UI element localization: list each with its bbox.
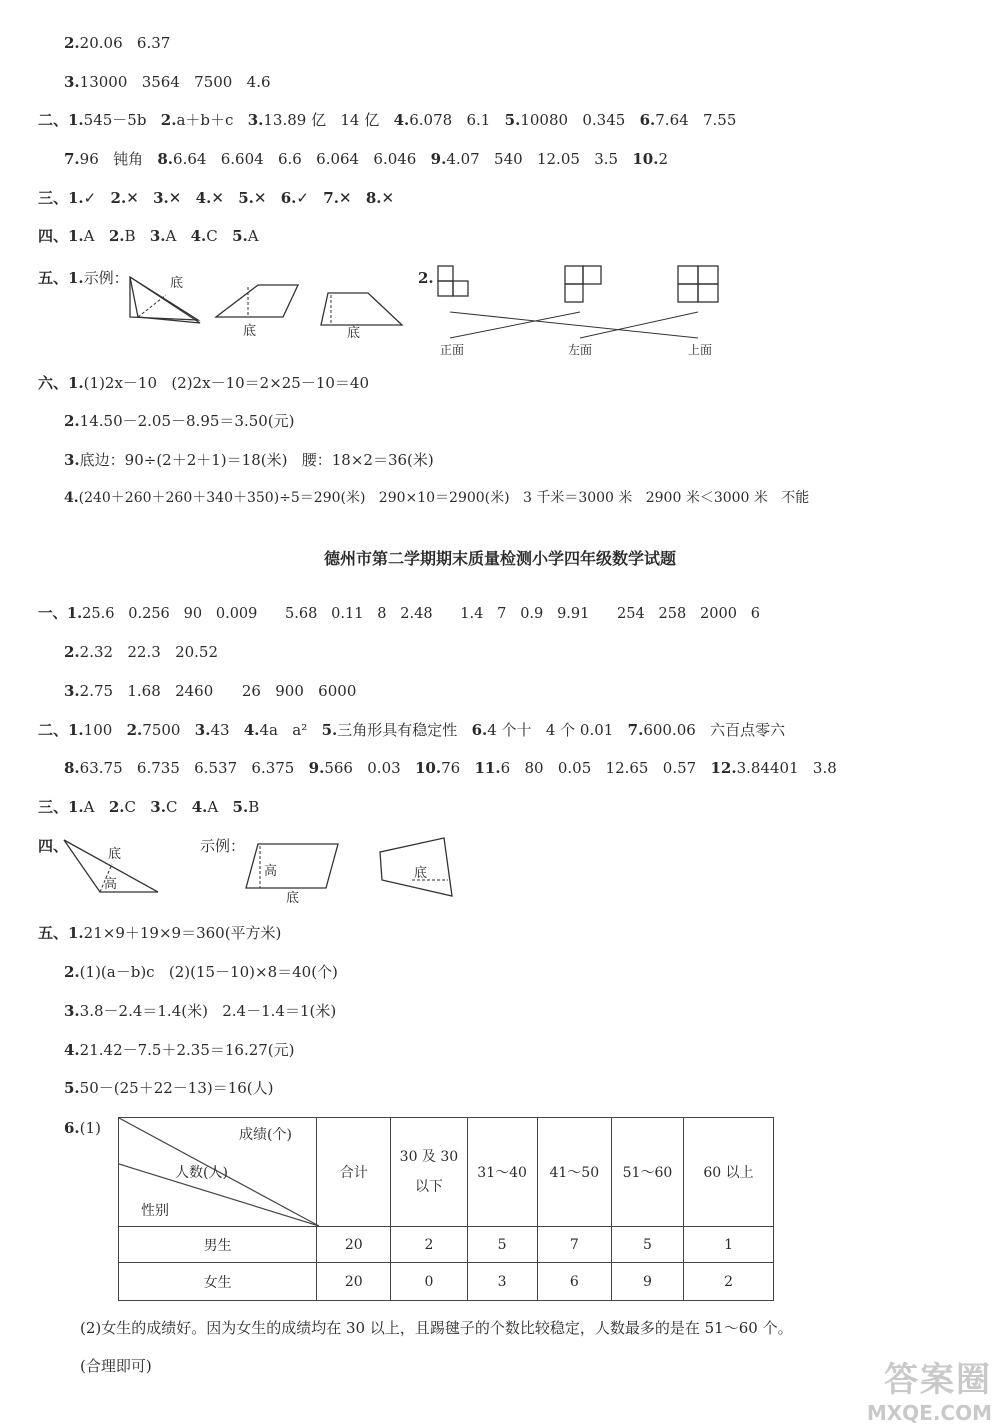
answer-line: 5.50－(25＋22－13)＝16(人) — [64, 1079, 274, 1097]
table-header: 合计 — [317, 1118, 391, 1227]
label-base: 底 — [108, 847, 122, 862]
height-figures — [60, 830, 460, 900]
diagonal-header-cell — [119, 1118, 317, 1227]
answer-line: 3.13000 3564 7500 4.6 — [64, 73, 271, 91]
table-cell: 1 — [684, 1227, 774, 1263]
answer-line: 3.2.75 1.68 2460 26 900 6000 — [64, 682, 357, 700]
table-cell: 0 — [391, 1263, 467, 1301]
table-cell: 5 — [467, 1227, 537, 1263]
answer-line: 8.63.75 6.735 6.537 6.375 9.566 0.03 10.76 11.6 80 0.05 12.65 0.57 12.3.84401 3.8 — [64, 759, 837, 777]
view-label-top: 上面 — [688, 343, 713, 357]
label-base: 底 — [414, 866, 428, 881]
label-base: 底 — [286, 891, 300, 906]
example-label: 示例： — [200, 837, 246, 855]
watermark-logo-text: 答案圈 — [884, 1360, 992, 1400]
table-cell: 6 — [537, 1263, 611, 1301]
row-label: 男生 — [119, 1227, 317, 1263]
diag-label-score: 成绩(个) — [239, 1127, 292, 1143]
table-header: 30 及 30 以下 — [391, 1118, 467, 1227]
answer-line: 2.2.32 22.3 20.52 — [64, 643, 219, 661]
answer-line: 2.14.50－2.05－8.95＝3.50(元) — [64, 412, 295, 430]
table-cell: 5 — [611, 1227, 683, 1263]
table-header: 41～50 — [537, 1118, 611, 1227]
answer-line: 3.底边：90÷(2＋2＋1)＝18(米) 腰：18×2＝36(米) — [64, 451, 434, 469]
answer-number: 四、 — [38, 837, 69, 855]
answer-line: (2)女生的成绩好。因为女生的成绩均在 30 以上，且踢毽子的个数比较稳定，人数最多的是在 51～60 个。 — [80, 1319, 793, 1337]
table-row — [119, 1263, 774, 1301]
answer-line: 四、1.A 2.B 3.A 4.C 5.A — [38, 227, 259, 245]
score-table — [118, 1117, 774, 1301]
label-base: 底 — [170, 276, 184, 291]
answer-line: 7.96 钝角 8.6.64 6.604 6.6 6.064 6.046 9.4.07 540 12.05 3.5 10.2 — [64, 150, 669, 168]
answer-line: 三、1.A 2.C 3.C 4.A 5.B — [38, 798, 260, 816]
watermark — [867, 1352, 992, 1425]
label-height: 高 — [104, 877, 118, 892]
watermark-url: MXQE.COM — [866, 1401, 992, 1425]
table-header: 60 以上 — [684, 1118, 774, 1227]
diag-label-count: 人数(人) — [175, 1165, 228, 1181]
answer-line: (合理即可) — [80, 1357, 152, 1375]
label-base: 底 — [347, 326, 361, 341]
answer-line: 五、1.21×9＋19×9＝360(平方米) — [38, 924, 282, 942]
view-label-front: 正面 — [440, 343, 465, 357]
answer-line: 三、1.✓ 2.✕ 3.✕ 4.✕ 5.✕ 6.✓ 7.✕ 8.✕ — [38, 189, 395, 207]
table-cell: 20 — [317, 1227, 391, 1263]
answer-line: 一、1.25.6 0.256 90 0.009 5.68 0.11 8 2.48 1.4 7 0.9 9.91 254 258 2000 6 — [38, 605, 760, 622]
label-base: 底 — [243, 324, 257, 339]
answer-line: 3.3.8－2.4＝1.4(米) 2.4－1.4＝1(米) — [64, 1002, 337, 1020]
label-height: 高 — [264, 864, 278, 879]
answer-line: 2.(1)(a－b)c (2)(15－10)×8＝40(个) — [64, 963, 338, 981]
table-cell: 20 — [317, 1263, 391, 1301]
answer-line: 二、1.100 2.7500 3.43 4.4a a² 5.三角形具有稳定性 6.4 个十 4 个 0.01 7.600.06 六百点零六 — [38, 721, 786, 739]
answer-line: 4.(240＋260＋260＋340＋350)÷5＝290(米) 290×10＝2900(米) 3 千米＝3000 米 2900 米＜3000 米 不能 — [64, 490, 810, 506]
geometry-figures — [118, 255, 418, 345]
table-row — [119, 1227, 774, 1263]
table-cell: 3 — [467, 1263, 537, 1301]
view-label-left: 左面 — [568, 343, 593, 357]
table-cell: 2 — [684, 1263, 774, 1301]
table-cell: 9 — [611, 1263, 683, 1301]
answer-line: 五、1.示例： — [38, 269, 129, 287]
table-cell: 7 — [537, 1227, 611, 1263]
answer-line: 六、1.(1)2x－10 (2)2x－10＝2×25－10＝40 — [38, 374, 370, 392]
answer-line: 二、1.545－5b 2.a＋b＋c 3.13.89 亿 14 亿 4.6.078 6.1 5.10080 0.345 6.7.64 7.55 — [38, 111, 737, 129]
three-views-diagram — [430, 262, 740, 342]
answer-line: 2.20.06 6.37 — [64, 34, 171, 52]
row-label: 女生 — [119, 1263, 317, 1301]
answer-line: 4.21.42－7.5＋2.35＝16.27(元) — [64, 1041, 295, 1059]
table-header: 31～40 — [467, 1118, 537, 1227]
answer-line: 6.(1) — [64, 1119, 101, 1137]
table-cell: 2 — [391, 1227, 467, 1263]
answer-number: 2. — [418, 269, 434, 287]
diag-label-gender: 性别 — [141, 1203, 169, 1219]
table-header: 51～60 — [611, 1118, 683, 1227]
page-title: 德州市第二学期期末质量检测小学四年级数学试题 — [323, 549, 676, 568]
